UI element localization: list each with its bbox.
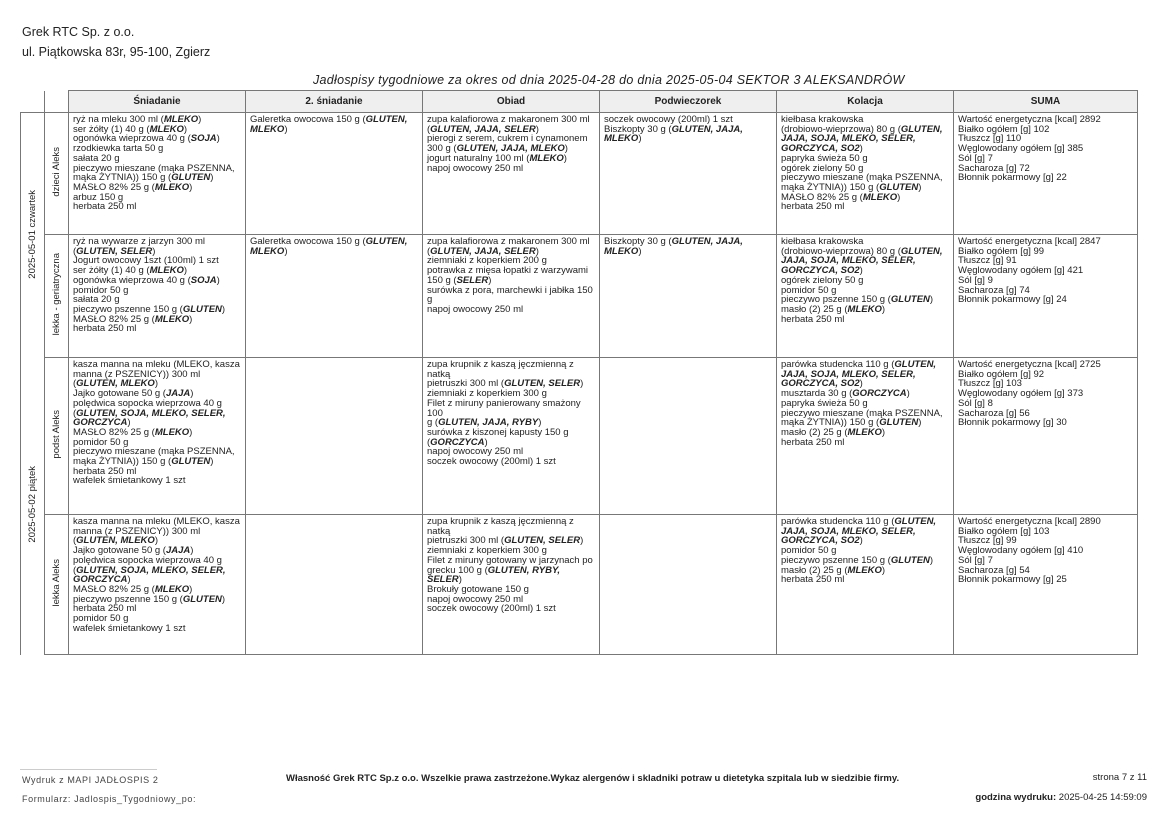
meal-line: ryż na mleku 300 ml (MLEKO) [73,114,202,125]
meal-line: zupa krupnik z kaszą jęczmienną z natką [427,359,574,380]
corner-cell [45,91,69,113]
lunch-cell [423,113,600,235]
meal-line: Białko ogółem [g] 102 [958,123,1050,135]
meal-line: herbata 250 ml [73,323,137,335]
meal-line: pieczywo mieszane (mąka PSZENNA, [73,446,235,458]
sum-cell [954,235,1138,358]
meal-line: sałata 20 g [73,152,120,164]
meal-line: pomidor 50 g [73,613,129,625]
meal-line: soczek owocowy (200ml) 1 szt [604,114,733,125]
meal-line: Filet z miruny gotowany w jarzynach po [427,554,593,566]
meal-line: Tłuszcz [g] 91 [958,255,1017,267]
meal-line: (GORCZYCA) [427,436,488,448]
meal-line: GORCZYCA) [73,574,131,586]
breakfast-cell [69,515,246,655]
meal-line: herbata 250 ml [781,313,845,325]
meal-line: ogórek zielony 50 g [781,274,864,286]
header-lunch: Obiad [423,91,600,113]
meal-line: Wartość energetyczna [kcal] 2890 [958,516,1101,527]
meal-line: masło (2) 25 g (MLEKO) [781,426,886,438]
meal-line: masło (2) 25 g (MLEKO) [781,303,886,315]
meal-line: ser żółty (1) 40 g (MLEKO) [73,123,188,135]
meal-line: herbata 250 ml [781,436,845,448]
meal-line: MASŁO 82% 25 g (MLEKO) [73,583,193,595]
meal-line: Węglowodany ogółem [g] 373 [958,388,1084,400]
meal-line: Biszkopty 30 g (GLUTEN, JAJA, [604,123,743,135]
meal-line: pieczywo pszenne 150 g (GLUTEN) [73,303,226,315]
diet-name: dzieci Aleks [50,147,62,197]
meal-line: zupa kalafiorowa z makaronem 300 ml [427,114,590,125]
footer-separator [20,769,157,770]
meal-line: pieczywo mieszane (mąka PSZENNA, [781,172,943,184]
footer-form: Formularz: Jadlospis_Tygodniowy_po: [22,794,197,804]
header-dinner: Kolacja [777,91,954,113]
sum-cell [954,515,1138,655]
meal-line: kiełbasa krakowska [781,236,864,247]
meal-line: napoj owocowy 250 ml [427,162,524,174]
lunch-cell [423,235,600,358]
footer-app: Wydruk z MAPI JADŁOSPIS 2 [22,775,159,785]
diet-name: lekka Aleks [50,559,62,607]
meal-line: pierogi z serem, cukrem i cynamonem [427,133,588,145]
day-date-cell [21,358,45,655]
meal-line: Sacharoza [g] 74 [958,284,1030,296]
meal-line: pomidor 50 g [73,436,129,448]
meal-line: JAJA, SOJA, MLEKO, SELER, [781,368,916,380]
header-snack: Podwieczorek [600,91,777,113]
page-number: strona 7 z 11 [1092,772,1147,783]
meal-line: (GLUTEN, SOJA, MLEKO, SELER, [73,407,226,419]
meal-line: Sól [g] 9 [958,274,993,286]
meal-line: Sól [g] 7 [958,152,993,164]
meal-line: 150 g (SELER) [427,274,492,286]
second-breakfast-cell [246,358,423,515]
meal-line: Węglowodany ogółem [g] 410 [958,545,1084,557]
meal-line: Jajko gotowane 50 g (JAJA) [73,388,194,400]
meal-line: pomidor 50 g [781,284,837,296]
second-breakfast-cell [246,113,423,235]
print-time [975,792,1147,803]
meal-line: mąka ŻYTNIA)) 150 g (GLUTEN) [781,417,922,429]
snack-cell [600,113,777,235]
meal-line: Błonnik pokarmowy [g] 30 [958,417,1067,429]
sum-cell [954,358,1138,515]
meal-line: Sacharoza [g] 54 [958,564,1030,576]
meal-line: (GLUTEN, JAJA, SELER) [427,245,539,257]
meal-line: papryka świeża 50 g [781,397,868,409]
diet-name: lekka - geriatryczna [50,253,62,336]
meal-line: Błonnik pokarmowy [g] 24 [958,294,1067,306]
meal-line: soczek owocowy (200ml) 1 szt [427,603,556,615]
meal-line: pieczywo pszenne 150 g (GLUTEN) [781,554,934,566]
meal-line: napoj owocowy 250 ml [427,446,524,458]
meal-line: mąka ŻYTNIA)) 150 g (GLUTEN) [73,456,214,468]
diet-name-cell [45,235,69,358]
meal-line: napoj owocowy 250 ml [427,593,524,605]
meal-line: g (GLUTEN, JAJA, RYBY) [427,417,542,429]
meal-line: Tłuszcz [g] 99 [958,535,1017,547]
meal-line: parówka studencka 110 g (GLUTEN, [781,516,937,527]
snack-cell [600,515,777,655]
meal-line: manna (z PSZENICY)) 300 ml [73,525,201,537]
meal-line: Białko ogółem [g] 92 [958,368,1045,380]
meal-line: GORCZYCA, SO2) [781,265,863,277]
meal-line: sałata 20 g [73,294,120,306]
meal-line: parówka studencka 110 g (GLUTEN, [781,359,937,370]
second-breakfast-cell [246,235,423,358]
meal-line: pietruszki 300 ml (GLUTEN, SELER) [427,378,584,390]
meal-line: Sól [g] 8 [958,397,993,409]
meal-line: herbata 250 ml [73,465,137,477]
lunch-cell [423,358,600,515]
dinner-cell [777,113,954,235]
header-breakfast: Śniadanie [69,91,246,113]
meal-line: rzodkiewka tarta 50 g [73,143,164,155]
meal-line: Sól [g] 7 [958,554,993,566]
meal-line: polędwica sopocka wieprzowa 40 g [73,397,222,409]
meal-line: musztarda 30 g (GORCZYCA) [781,388,910,400]
meal-line: (GLUTEN, MLEKO) [73,535,158,547]
footer-ownership: Własność Grek RTC Sp.z o.o. Wszelkie prawa zastrzeżone.Wykaz alergenów i skladniki potraw u dietetyka szpitala lub w siedzibie firmy. [286,773,900,784]
day-date: 2025-05-01 czwartek [26,189,38,279]
second-breakfast-cell [246,515,423,655]
meal-line: Błonnik pokarmowy [g] 22 [958,172,1067,184]
meal-line: napoj owocowy 250 ml [427,303,524,315]
meal-line: zupa krupnik z kaszą jęczmienną z natką [427,516,574,537]
meal-line: pomidor 50 g [73,284,129,296]
meal-line: mąka ŻYTNIA)) 150 g (GLUTEN) [73,172,214,184]
meal-line: herbata 250 ml [781,201,845,213]
meal-line: GORCZYCA) [73,417,131,429]
meal-line: herbata 250 ml [73,603,137,615]
diet-name-cell [45,515,69,655]
snack-cell [600,235,777,358]
meal-line: Węglowodany ogółem [g] 385 [958,143,1084,155]
meal-line: Węglowodany ogółem [g] 421 [958,265,1084,277]
meal-line: ryż na wywarze z jarzyn 300 ml [73,236,205,247]
meal-line: pomidor 50 g [781,545,837,557]
meal-line: ogonówka wieprzowa 40 g (SOJA) [73,274,220,286]
meal-line: pieczywo mieszane (mąka PSZENNA, [73,162,235,174]
meal-line: MASŁO 82% 25 g (MLEKO) [73,181,193,193]
diet-name-cell [45,113,69,235]
meal-line: Brokuły gotowane 150 g [427,583,529,595]
meal-line: Wartość energetyczna [kcal] 2725 [958,359,1101,370]
meal-line: pieczywo pszenne 150 g (GLUTEN) [73,593,226,605]
company-address: ul. Piątkowska 83r, 95-100, Zgierz [22,45,211,59]
meal-line: ziemniaki z koperkiem 200 g [427,255,547,267]
meal-line: GORCZYCA, SO2) [781,535,863,547]
meal-line: herbata 250 ml [73,201,137,213]
meal-line: manna (z PSZENICY)) 300 ml [73,368,201,380]
diet-name-cell [45,358,69,515]
menu-title: Jadłospisy tygodniowe za okres od dnia 2025-04-28 do dnia 2025-05-04 SEKTOR 3 ALEKSANDRÓW [313,73,905,87]
header-sum: SUMA [954,91,1138,113]
snack-cell [600,358,777,515]
meal-line: herbata 250 ml [781,574,845,586]
day-date-cell [21,113,45,358]
breakfast-cell [69,113,246,235]
diet-row [21,235,1138,358]
lunch-cell [423,515,600,655]
footer-left [22,771,196,809]
meal-line: 300 g (GLUTEN, JAJA, MLEKO) [427,143,568,155]
meal-line: Tłuszcz [g] 103 [958,378,1022,390]
meal-line: GORCZYCA, SO2) [781,143,863,155]
meal-line: jogurt naturalny 100 ml (MLEKO) [427,152,567,164]
meal-line: zupa kalafiorowa z makaronem 300 ml [427,236,590,247]
meal-line: (drobiowo-wieprzowa) 80 g (GLUTEN, [781,123,943,135]
meal-line: g [427,294,433,306]
meal-line: MLEKO) [604,245,642,257]
company-block [22,22,210,62]
meal-line: mąka ŻYTNIA)) 150 g (GLUTEN) [781,181,922,193]
meal-line: ser żółty (1) 40 g (MLEKO) [73,265,188,277]
meal-line: pieczywo pszenne 150 g (GLUTEN) [781,294,934,306]
meal-line: ziemniaki z koperkiem 300 g [427,545,547,557]
weekly-menu-table [20,90,1138,655]
meal-line: papryka świeża 50 g [781,152,868,164]
meal-line: potrawka z mięsa łopatki z warzywami [427,265,589,277]
meal-line: grecku 100 g (GLUTEN, RYBY, SELER) [427,564,561,586]
day-date: 2025-05-02 piątek [26,466,38,543]
header-row [21,91,1138,113]
corner-cell [21,91,45,113]
dinner-cell [777,515,954,655]
dinner-cell [777,235,954,358]
breakfast-cell [69,235,246,358]
meal-line: MASŁO 82% 25 g (MLEKO) [73,426,193,438]
meal-line: MLEKO) [604,133,642,145]
meal-line: (GLUTEN, SELER) [73,245,156,257]
meal-line: ogonówka wieprzowa 40 g (SOJA) [73,133,220,145]
meal-line: kiełbasa krakowska [781,114,864,125]
meal-line: Jogurt owocowy 1szt (100ml) 1 szt [73,255,219,267]
print-time-value: 2025-04-25 14:59:09 [1058,792,1147,803]
meal-line: JAJA, SOJA, MLEKO, SELER, [781,133,916,145]
meal-line: Sacharoza [g] 56 [958,407,1030,419]
meal-line: pieczywo mieszane (mąka PSZENNA, [781,407,943,419]
meal-line: MLEKO) [250,245,288,257]
meal-line: kasza manna na mleku (MLEKO, kasza [73,516,240,527]
meal-line: polędwica sopocka wieprzowa 40 g [73,554,222,566]
meal-line: Filet z miruny panierowany smażony 100 [427,397,581,419]
meal-line: surówka z kiszonej kapusty 150 g [427,426,569,438]
meal-line: pietruszki 300 ml (GLUTEN, SELER) [427,535,584,547]
meal-line: wafelek śmietankowy 1 szt [73,475,186,487]
meal-line: (GLUTEN, JAJA, SELER) [427,123,539,135]
meal-line: Błonnik pokarmowy [g] 25 [958,574,1067,586]
meal-line: JAJA, SOJA, MLEKO, SELER, [781,255,916,267]
meal-line: Biszkopty 30 g (GLUTEN, JAJA, [604,236,743,247]
diet-row [21,358,1138,515]
diet-name: podst Aleks [50,410,62,459]
breakfast-cell [69,358,246,515]
meal-line: MLEKO) [250,123,288,135]
meal-line: kasza manna na mleku (MLEKO, kasza [73,359,240,370]
meal-line: Białko ogółem [g] 103 [958,525,1050,537]
diet-row [21,113,1138,235]
sum-cell [954,113,1138,235]
meal-line: JAJA, SOJA, MLEKO, SELER, [781,525,916,537]
meal-line: Wartość energetyczna [kcal] 2892 [958,114,1101,125]
meal-line: (drobiowo-wieprzowa) 80 g (GLUTEN, [781,245,943,257]
diet-row [21,515,1138,655]
meal-line: surówka z pora, marchewki i jabłka 150 [427,284,593,296]
meal-line: wafelek śmietankowy 1 szt [73,622,186,634]
meal-line: masło (2) 25 g (MLEKO) [781,564,886,576]
meal-line: soczek owocowy (200ml) 1 szt [427,456,556,468]
meal-line: Białko ogółem [g] 99 [958,245,1045,257]
meal-line: Sacharoza [g] 72 [958,162,1030,174]
meal-line: Galeretka owocowa 150 g (GLUTEN, [250,114,408,125]
meal-line: Jajko gotowane 50 g (JAJA) [73,545,194,557]
meal-line: Tłuszcz [g] 110 [958,133,1022,145]
meal-line: GORCZYCA, SO2) [781,378,863,390]
company-name: Grek RTC Sp. z o.o. [22,25,135,39]
meal-line: MASŁO 82% 25 g (MLEKO) [781,191,901,203]
meal-line: Wartość energetyczna [kcal] 2847 [958,236,1101,247]
meal-line: MASŁO 82% 25 g (MLEKO) [73,313,193,325]
meal-line: (GLUTEN, SOJA, MLEKO, SELER, [73,564,226,576]
print-time-label: godzina wydruku: [975,792,1057,803]
dinner-cell [777,358,954,515]
meal-line: (GLUTEN, MLEKO) [73,378,158,390]
meal-line: Galeretka owocowa 150 g (GLUTEN, [250,236,408,247]
meal-line: ziemniaki z koperkiem 300 g [427,388,547,400]
meal-line: ogórek zielony 50 g [781,162,864,174]
header-second-breakfast: 2. śniadanie [246,91,423,113]
meal-line: arbuz 150 g [73,191,124,203]
